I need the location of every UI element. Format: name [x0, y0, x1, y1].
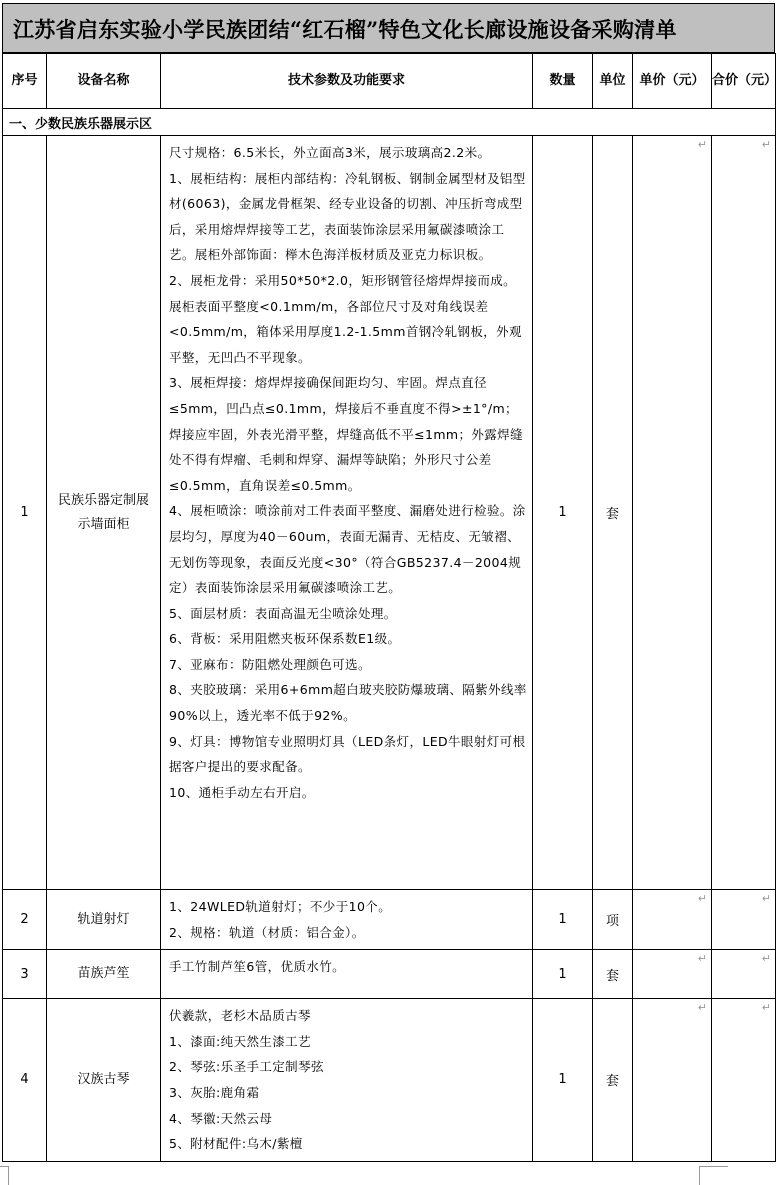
spec-line: 5、面层材质：表面高温无尘喷涂处理。 [169, 605, 397, 621]
row-name: 民族乐器定制展示墙面柜 [47, 136, 161, 890]
spec-line: 8、夹胶玻璃：采用6+6mm超白玻夹胶防爆玻璃、隔紫外线率90%以上，透光率不低于92%。 [169, 682, 527, 724]
return-mark-icon: ↵ [761, 1001, 771, 1015]
table-header-row [3, 54, 776, 109]
return-mark-icon: ↵ [761, 138, 771, 151]
return-mark-icon: ↵ [697, 1001, 707, 1015]
row-unit: 套 [593, 950, 633, 999]
spec-line: 3、灰胎:鹿角霜 [169, 1084, 260, 1100]
row-unit: 套 [593, 136, 633, 890]
header-price: 单价（元） [633, 54, 712, 109]
table-row [3, 890, 776, 950]
row-price [633, 950, 712, 999]
section-row [3, 109, 776, 136]
spec-line: 1、24WLED轨道射灯；不少于10个。 [169, 899, 392, 914]
header-spec: 技术参数及功能要求 [161, 54, 533, 109]
table-row [3, 136, 776, 890]
row-name: 轨道射灯 [47, 890, 161, 950]
spec-line: 5、附材配件:乌木/紫檀 [169, 1136, 303, 1152]
page-corner-mark-left [0, 1166, 9, 1185]
spec-line: 手工竹制芦笙6管，优质水竹。 [169, 959, 346, 975]
row-name: 汉族古琴 [47, 999, 161, 1162]
row-qty: 1 [533, 136, 593, 890]
spec-line: 1、漆面:纯天然生漆工艺 [169, 1033, 311, 1049]
spec-line: 尺寸规格：6.5米长，外立面高3米，展示玻璃高2.2米。 [169, 145, 491, 160]
return-mark-icon: ↵ [697, 952, 707, 966]
spec-line: 10、通柜手动左右开启。 [169, 784, 315, 800]
spec-line: 6、背板：采用阻燃夹板环保系数E1级。 [169, 631, 401, 647]
header-unit: 单位 [593, 54, 633, 109]
section-title: 一、少数民族乐器展示区 [3, 109, 776, 136]
row-qty: 1 [533, 950, 593, 999]
row-qty: 1 [533, 999, 593, 1162]
return-mark-icon: ↵ [697, 892, 707, 905]
row-total [712, 950, 776, 999]
return-mark-icon: ↵ [697, 138, 707, 151]
row-price [633, 890, 712, 950]
row-spec [161, 136, 533, 890]
spec-line: 3、展柜焊接：熔焊焊接确保间距均匀、牢固。焊点直径≤5mm，凹凸点≤0.1mm，焊接后不垂直度不得>±1°/m；焊接应牢固，外表光滑平整，焊缝高低不平≤1mm；外露焊缝处不得有焊瘤、毛刺和焊穿、漏焊等缺陷；外形尺寸公差≤0.5mm，直角误差≤0.5mm。 [169, 375, 523, 493]
spec-line: 2、展柜龙骨：采用50*50*2.0，矩形钢管径熔焊焊接而成。展柜表面平整度<0.1mm/m，各部位尺寸及对角线误差<0.5mm/m，箱体采用厚度1.2-1.5mm首钢冷轧钢板，外观平整，无凹凸不平现象。 [169, 272, 522, 365]
row-seq: 4 [3, 999, 47, 1162]
spec-line: 9、灯具：博物馆专业照明灯具（LED条灯，LED牛眼射灯可根据客户提出的要求配备。 [169, 733, 526, 775]
header-total: 合价（元） [712, 54, 776, 109]
spec-line: 2、规格：轨道（材质：铝合金）。 [169, 924, 365, 940]
header-qty: 数量 [533, 54, 593, 109]
row-spec [161, 999, 533, 1162]
row-unit: 项 [593, 890, 633, 950]
row-total [712, 136, 776, 890]
row-spec [161, 950, 533, 999]
row-unit: 套 [593, 999, 633, 1162]
spec-line: 4、展柜喷涂：喷涂前对工件表面平整度、漏磨处进行检验。涂层均匀，厚度为40－60um，表面无漏青、无桔皮、无皱褶、无划伤等现象，表面反光度<30°（符合GB5237.4－2004规定）表面装饰涂层采用氟碳漆喷涂工艺。 [169, 503, 526, 596]
row-spec [161, 890, 533, 950]
table-row [3, 950, 776, 999]
row-total [712, 890, 776, 950]
document-title-bar [2, 3, 775, 53]
spec-line: 伏羲款，老杉木品质古琴 [169, 1008, 311, 1024]
return-mark-icon: ↵ [761, 892, 771, 905]
spec-line: 2、琴弦:乐圣手工定制琴弦 [169, 1059, 324, 1075]
page-corner-mark-right [699, 1166, 728, 1185]
document-title: 江苏省启东实验小学民族团结“红石榴”特色文化长廊设施设备采购清单 [13, 17, 677, 42]
spec-line: 7、亚麻布：防阻燃处理颜色可选。 [169, 656, 371, 672]
spec-line: 1、展柜结构：展柜内部结构：冷轧钢板、钢制金属型材及铝型材(6063)，金属龙骨框架、经专业设备的切割、冲压折弯成型后，采用熔焊焊接等工艺，表面装饰涂层采用氟碳漆喷涂工艺。展柜外部饰面：榉木色海洋板材质及亚克力标识板。 [169, 170, 526, 263]
header-seq: 序号 [3, 54, 47, 109]
row-seq: 2 [3, 890, 47, 950]
row-qty: 1 [533, 890, 593, 950]
spec-line: 4、琴徽:天然云母 [169, 1110, 273, 1126]
table-row [3, 999, 776, 1162]
row-seq: 1 [3, 136, 47, 890]
row-price [633, 999, 712, 1162]
procurement-table [2, 53, 776, 1162]
return-mark-icon: ↵ [761, 952, 771, 966]
row-price [633, 136, 712, 890]
row-total [712, 999, 776, 1162]
row-name: 苗族芦笙 [47, 950, 161, 999]
header-name: 设备名称 [47, 54, 161, 109]
row-seq: 3 [3, 950, 47, 999]
